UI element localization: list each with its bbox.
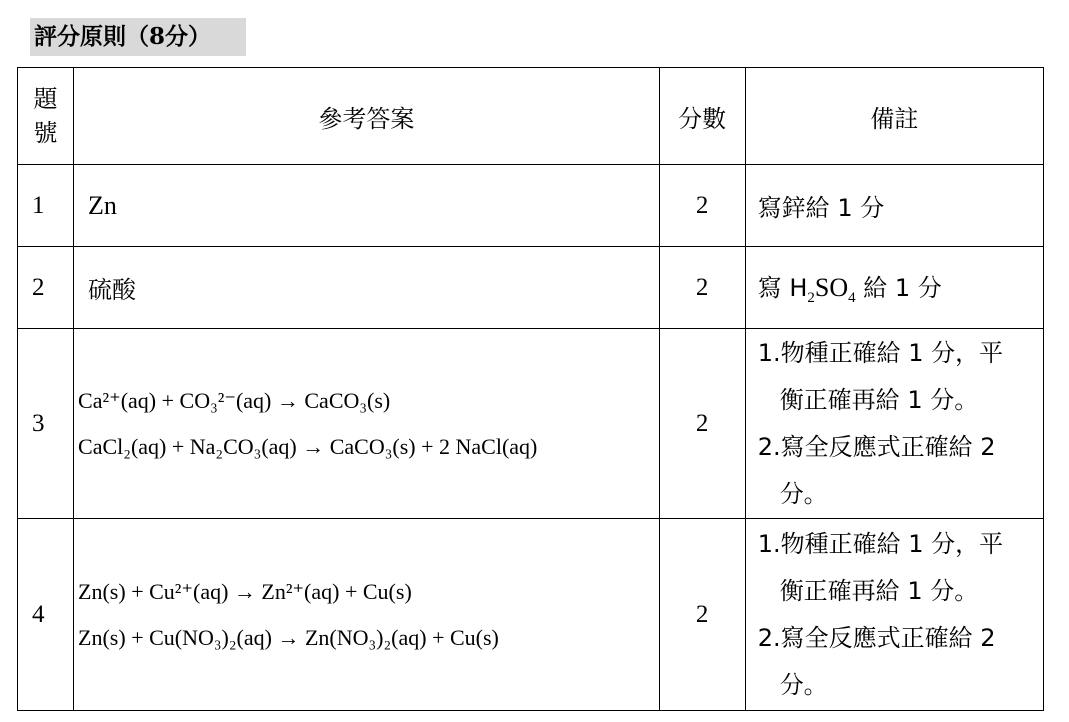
equation-line: CaCl₂(aq) + Na₂CO₃(aq) → CaCO₃(s) + 2 NaCl(aq) (78, 433, 538, 459)
note-line: 2.寫全反應式正確給 2 (757, 623, 996, 652)
row-score: 2 (659, 247, 745, 329)
note-line: 分。 (779, 479, 828, 508)
row-note (745, 519, 1043, 711)
header-question-number (18, 68, 74, 165)
row-score: 2 (659, 165, 745, 247)
note-prefix: 寫 H (757, 274, 808, 303)
note-line: 分。 (779, 670, 828, 699)
row-note: 寫鋅給 1 分 (745, 165, 1043, 247)
section-title: 評分原則（8分） (30, 18, 246, 56)
row-score: 2 (659, 519, 745, 711)
row-answer (74, 519, 660, 711)
header-id-line2: 號 (33, 119, 58, 147)
header-id-line1: 題 (33, 85, 58, 113)
note-sub-4: 4 (848, 289, 856, 306)
note-line: 衡正確再給 1 分。 (779, 385, 979, 414)
answer-text: Zn (88, 190, 117, 220)
note-suffix: 給 1 分 (855, 274, 942, 303)
equation-line: Zn(s) + Cu(NO₃)₂(aq) → Zn(NO₃)₂(aq) + Cu(s) (78, 624, 499, 650)
row-id: 1 (18, 165, 74, 247)
answer-text: 硫酸 (88, 276, 137, 304)
table-row (18, 165, 1044, 247)
header-note: 備註 (745, 68, 1043, 165)
grading-table (17, 67, 1044, 711)
note-line: 2.寫全反應式正確給 2 (757, 432, 996, 461)
equation-line: Zn(s) + Cu²⁺(aq) → Zn²⁺(aq) + Cu(s) (78, 578, 412, 604)
table-row (18, 519, 1044, 711)
note-line: 衡正確再給 1 分。 (779, 576, 979, 605)
row-answer (74, 165, 660, 247)
header-score: 分數 (659, 68, 745, 165)
header-answer: 參考答案 (74, 68, 660, 165)
row-answer (74, 329, 660, 519)
row-score: 2 (659, 329, 745, 519)
row-note (745, 247, 1043, 329)
note-line: 1.物種正確給 1 分，平 (757, 338, 1004, 367)
table-row (18, 247, 1044, 329)
row-id: 3 (18, 329, 74, 519)
row-answer (74, 247, 660, 329)
note-line: 1.物種正確給 1 分，平 (757, 529, 1004, 558)
header-row (18, 68, 1044, 165)
table-row (18, 329, 1044, 519)
equation-line: Ca²⁺(aq) + CO₃²⁻(aq) → CaCO₃(s) (78, 387, 391, 413)
note-sub-2: 2 (807, 289, 815, 306)
row-id: 2 (18, 247, 74, 329)
note-mid: SO (814, 273, 849, 303)
row-note (745, 329, 1043, 519)
row-id: 4 (18, 519, 74, 711)
